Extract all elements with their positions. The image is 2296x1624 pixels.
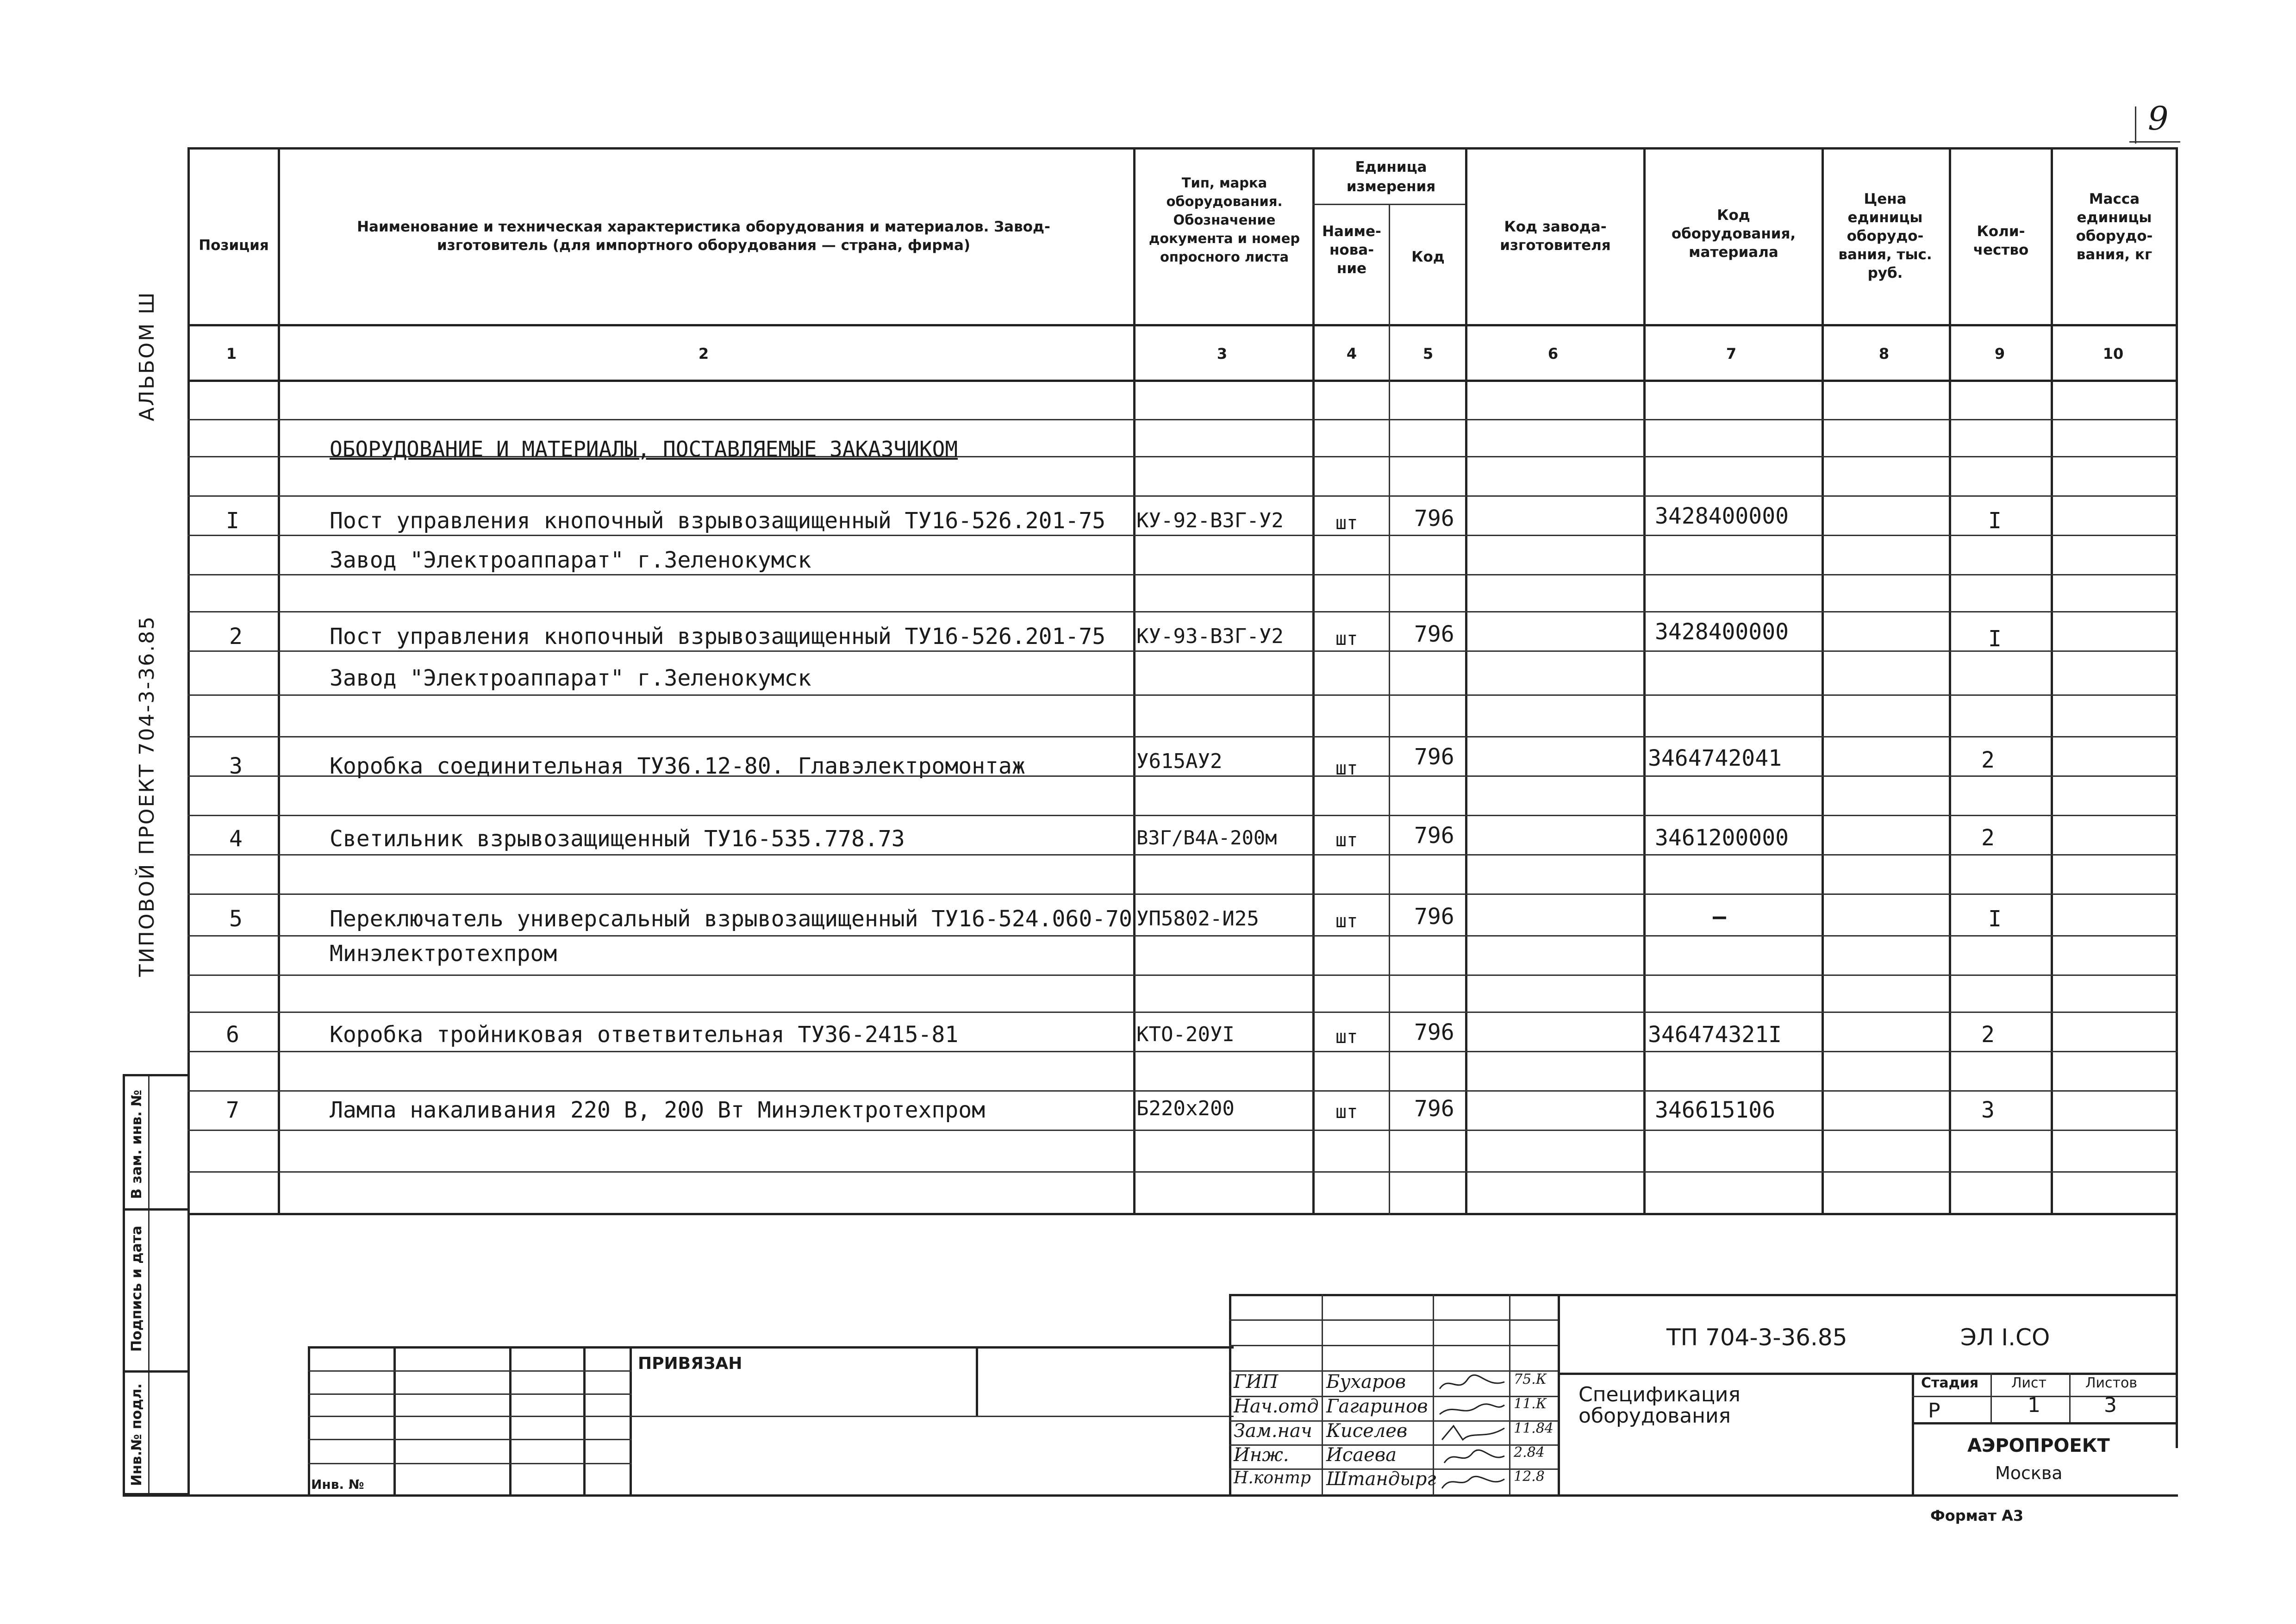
col-border-7: [1822, 147, 1824, 1215]
row-3-material-code: 3464742041: [1648, 745, 1782, 771]
row-line: [187, 854, 2178, 856]
row-1-unit-code: 796: [1414, 506, 1454, 531]
privyazan-row: [308, 1393, 632, 1395]
row-7-name: Лампа накаливания 220 В, 200 Вт Минэлектротехпром: [330, 1097, 986, 1123]
signer-5-name: Штандырг: [1326, 1468, 1436, 1490]
col-border-right: [2176, 147, 2178, 1448]
col-number-1: 1: [226, 345, 237, 362]
row-line: [187, 1130, 2178, 1131]
signer-2-name: Гагаринов: [1326, 1396, 1428, 1417]
privyazan-left: [308, 1346, 310, 1494]
signatures-top: [1229, 1294, 2178, 1296]
sheets-label: Листов: [2085, 1375, 2138, 1391]
project-label: ТИПОВОЙ ПРОЕКТ 704-3-36.85: [135, 615, 159, 977]
col-number-6: 6: [1547, 345, 1559, 362]
signatures-col: [1322, 1294, 1323, 1495]
privyazan-row: [308, 1463, 632, 1464]
row-3-name: Коробка соединительная ТУ36.12-80. Главэлектромонтаж: [330, 753, 1025, 779]
privyazan-col: [509, 1346, 512, 1494]
row-2-unit-code: 796: [1414, 621, 1454, 647]
row-3-type: У615АУ2: [1136, 750, 1223, 773]
signer-2-role: Нач.отд: [1234, 1396, 1319, 1417]
row-1-name: Пост управления кнопочный взрывозащищенный ТУ16-526.201-75: [330, 508, 1106, 534]
header-name: Наименование и техническая характеристика оборудования и материалов. Завод-изготовитель (для импортного оборудования — страна, фирма): [357, 219, 1050, 254]
sidebar-box-label-signature: Подпись и дата: [129, 1225, 145, 1352]
row-5-material-code: –: [1713, 904, 1726, 930]
header-mass: Масса единицы оборудо-вания, кг: [2076, 191, 2153, 263]
privyazan-col: [583, 1346, 586, 1494]
row-6-type: КТО-20УI: [1136, 1023, 1235, 1046]
stage-block-left: [1912, 1373, 1914, 1495]
privyazan-col: [393, 1346, 396, 1494]
col-border-8: [1949, 147, 1951, 1215]
row-7-quantity: 3: [1981, 1097, 1995, 1123]
sidebar-box-border: [123, 1074, 125, 1495]
row-2-unit: шт: [1335, 628, 1358, 650]
col-border-9: [2051, 147, 2053, 1215]
org-city: Москва: [1995, 1463, 2063, 1483]
row-line: [187, 611, 2178, 612]
stamp-bottom-border: [123, 1494, 2178, 1497]
table-bottom-border: [187, 1213, 2178, 1215]
col-border-6: [1643, 147, 1646, 1215]
row-2-type: КУ-93-ВЗГ-У2: [1136, 625, 1284, 648]
signature-scribble: [1442, 1426, 1504, 1440]
signer-1-role: ГИП: [1234, 1371, 1279, 1393]
col-border-left: [187, 147, 190, 1494]
stage-label: Стадия: [1921, 1375, 1979, 1391]
header-price: Цена единицы оборудо-вания, тыс. руб.: [1838, 191, 1932, 281]
row-line: [187, 694, 2178, 696]
row-6-unit-code: 796: [1414, 1019, 1454, 1045]
row-1-material-code: 3428400000: [1655, 503, 1789, 529]
row-7-type: Б220х200: [1136, 1097, 1235, 1120]
row-2-material-code: 3428400000: [1655, 619, 1789, 645]
row-3-unit-code: 796: [1414, 744, 1454, 770]
col-number-2: 2: [698, 345, 709, 362]
row-line: [187, 535, 2178, 536]
row-line: [187, 419, 2178, 420]
header-unit-name: Наиме-нова-ние: [1322, 223, 1381, 277]
row-2-quantity: I: [1988, 626, 2002, 652]
stage-value: Р: [1928, 1399, 1940, 1423]
row-7-position: 7: [226, 1097, 239, 1123]
signer-4-date: 2.84: [1514, 1444, 1545, 1461]
page-number: 9: [2148, 100, 2169, 137]
signer-3-role: Зам.нач: [1234, 1420, 1312, 1442]
row-7-unit: шт: [1335, 1101, 1358, 1123]
header-material-code: Код оборудования, материала: [1671, 207, 1796, 261]
header-quantity: Коли-чество: [1973, 223, 2029, 258]
table-top-border: [187, 147, 2178, 150]
row-5-type: УП5802-И25: [1136, 907, 1259, 931]
privyazan-label: ПРИВЯЗАН: [638, 1354, 742, 1373]
unit-group-divider: [1312, 204, 1465, 205]
row-4-name: Светильник взрывозащищенный ТУ16-535.778.73: [330, 826, 905, 852]
page-number-rule: [2135, 106, 2136, 144]
row-6-material-code: 346474321I: [1648, 1022, 1782, 1048]
row-7-material-code: 346615106: [1655, 1097, 1776, 1123]
signatures-row: [1229, 1345, 1558, 1346]
signer-1-name: Бухаров: [1326, 1371, 1406, 1393]
col-number-3: 3: [1217, 345, 1228, 362]
row-5-name: Переключатель универсальный взрывозащищенный ТУ16-524.060-70: [330, 906, 1132, 932]
sidebar-box-top: [123, 1074, 187, 1076]
header-unit-code: Код: [1411, 249, 1445, 265]
header-factory-code: Код завода-изготовителя: [1500, 219, 1611, 254]
row-3-position: 3: [229, 753, 243, 779]
colnum-bottom-border: [187, 380, 2178, 382]
row-5-position: 5: [229, 906, 243, 932]
doc-number: ТП 704-3-36.85: [1666, 1324, 1847, 1351]
signatures-right: [1558, 1294, 1560, 1495]
privyazan-row: [308, 1416, 1234, 1417]
row-6-name: Коробка тройниковая ответвительная ТУ36-2415-81: [330, 1022, 959, 1048]
row-6-position: 6: [226, 1022, 239, 1048]
signer-3-name: Киселев: [1326, 1420, 1408, 1442]
signatures-row: [1229, 1319, 1558, 1321]
album-label: АЛЬБОМ Ш: [135, 291, 159, 421]
row-line: [187, 815, 2178, 816]
sheet-code: ЭЛ I.СО: [1960, 1324, 2050, 1351]
row-5-unit: шт: [1335, 911, 1358, 932]
row-line: [187, 736, 2178, 737]
privyazan-col: [630, 1346, 632, 1494]
row-line: [187, 1171, 2178, 1173]
col-border-4: [1389, 204, 1390, 1215]
privyazan-top: [308, 1346, 1234, 1349]
col-number-4: 4: [1346, 345, 1357, 362]
signer-5-date: 12.8: [1514, 1468, 1545, 1485]
signature-scribble: [1444, 1450, 1504, 1463]
signature-scribbles: [1435, 1370, 1509, 1495]
page-number-underline: [2129, 141, 2180, 143]
privyazan-row: [308, 1370, 632, 1372]
sidebar-box-sep1: [123, 1208, 187, 1211]
row-5-quantity: I: [1988, 906, 2002, 932]
privyazan-row: [308, 1439, 632, 1440]
signer-4-name: Исаева: [1326, 1444, 1397, 1466]
sheets-value: 3: [2104, 1393, 2117, 1417]
row-3-quantity: 2: [1981, 747, 1995, 773]
signatures-left: [1229, 1294, 1231, 1495]
row-6-unit: шт: [1335, 1026, 1358, 1048]
sheet-value: 1: [2028, 1393, 2040, 1417]
row-4-type: ВЗГ/В4А-200м: [1136, 826, 1277, 849]
row-2-name: Пост управления кнопочный взрывозащищенный ТУ16-526.201-75: [330, 624, 1106, 650]
row-6-quantity: 2: [1981, 1022, 1995, 1048]
col-number-7: 7: [1726, 345, 1737, 362]
row-line: [187, 495, 2178, 497]
row-line: [187, 1090, 2178, 1092]
header-position: Позиция: [199, 237, 269, 254]
row-1-type: КУ-92-ВЗГ-У2: [1136, 509, 1284, 532]
stage-block-row: [1912, 1396, 2178, 1397]
row-4-unit: шт: [1335, 830, 1358, 851]
format-label: Формат А3: [1930, 1507, 2024, 1524]
sidebar-box-label-replace: В зам. инв. №: [129, 1089, 145, 1199]
stage-block-col: [2069, 1373, 2071, 1424]
row-1-position: I: [226, 508, 239, 534]
signature-scribble: [1440, 1375, 1504, 1389]
sidebar-box-sep2: [123, 1370, 187, 1373]
row-3-unit: шт: [1335, 758, 1358, 779]
row-7-unit-code: 796: [1414, 1096, 1454, 1122]
signer-1-date: 75.К: [1514, 1371, 1547, 1387]
col-border-1: [278, 147, 280, 1215]
row-2-position: 2: [229, 624, 243, 650]
col-border-5: [1465, 147, 1467, 1215]
doc-title: Спецификация оборудования: [1578, 1383, 1741, 1428]
row-5-manufacturer: Минэлектротехпром: [330, 941, 557, 967]
signer-2-date: 11.К: [1514, 1396, 1547, 1412]
col-border-3: [1312, 147, 1315, 1215]
col-number-10: 10: [2103, 345, 2124, 362]
sidebar-box-label-inventory: Инв.№ подл.: [129, 1383, 145, 1486]
col-number-5: 5: [1423, 345, 1434, 362]
row-line: [187, 1051, 2178, 1052]
row-line: [187, 1012, 2178, 1013]
org-name: АЭРОПРОЕКТ: [1967, 1435, 2110, 1456]
row-line: [187, 935, 2178, 937]
row-line: [187, 893, 2178, 895]
row-2-manufacturer: Завод "Электроаппарат" г.Зеленокумск: [330, 665, 811, 691]
col-number-9: 9: [1994, 345, 2005, 362]
header-type: Тип, марка оборудования. Обозначение документа и номер опросного листа: [1148, 175, 1300, 265]
col-border-2: [1133, 147, 1136, 1215]
header-unit-group: Единица измерения: [1346, 159, 1436, 195]
row-1-quantity: I: [1988, 508, 2002, 534]
signatures-col: [1433, 1294, 1434, 1495]
signer-3-date: 11.84: [1514, 1420, 1554, 1437]
col-number-8: 8: [1878, 345, 1890, 362]
row-1-unit: шт: [1335, 512, 1358, 534]
row-4-unit-code: 796: [1414, 823, 1454, 849]
row-5-unit-code: 796: [1414, 904, 1454, 930]
header-bottom-border: [187, 324, 2178, 326]
row-4-material-code: 3461200000: [1655, 825, 1789, 851]
signer-5-role: Н.контр: [1234, 1468, 1311, 1487]
signature-scribble: [1442, 1476, 1504, 1488]
doc-info-divider: [1558, 1373, 2178, 1375]
stage-block-col: [1990, 1373, 1992, 1424]
sheet-label: Лист: [2011, 1375, 2047, 1391]
section-title: ОБОРУДОВАНИЕ И МАТЕРИАЛЫ, ПОСТАВЛЯЕМЫЕ ЗАКАЗЧИКОМ: [330, 437, 958, 462]
privyazan-col: [976, 1346, 978, 1416]
row-line: [187, 974, 2178, 976]
signer-4-role: Инж.: [1234, 1444, 1289, 1466]
stage-block-row: [1912, 1422, 2178, 1424]
row-4-quantity: 2: [1981, 825, 1995, 851]
row-1-manufacturer: Завод "Электроаппарат" г.Зеленокумск: [330, 547, 811, 573]
inv-number-label: Инв. №: [311, 1477, 364, 1492]
sidebar-box-divider: [148, 1074, 150, 1495]
signature-scribble: [1440, 1404, 1504, 1414]
row-4-position: 4: [229, 826, 243, 852]
row-line: [187, 650, 2178, 652]
row-line: [187, 574, 2178, 575]
signatures-col: [1509, 1294, 1510, 1495]
